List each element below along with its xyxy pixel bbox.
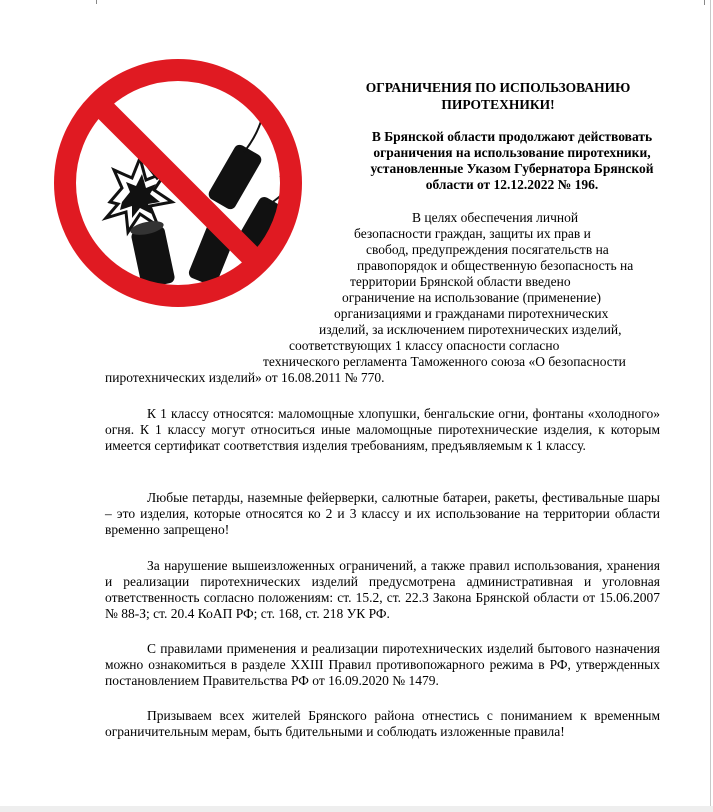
intro-statement: В Брянской области продолжают действовать ограничения на использование пиротехники, установленные Указом Губернатора Брянской области от 12.12.2022 № 196. (370, 129, 654, 192)
paragraph-line: пиротехнических изделий» от 16.08.2011 № 770. (105, 370, 385, 385)
rules-reference-paragraph (105, 641, 660, 689)
paragraph-text: За нарушение вышеизложенных ограничений, а также правил использования, хранения и реализации пиротехнических изделий предусмотрена административная и уголовная ответственность согласно положениям: ст. 15.2, ст. 22.3 Закона Брянской области от 15.06.2007 № 88-З; ст. 20.4 КоАП РФ; ст. 168, ст. 218 УК РФ. (105, 558, 660, 621)
paragraph-line: организациями и гражданами пиротехнических (334, 306, 609, 321)
prohibited-items-paragraph (105, 490, 660, 538)
paragraph-text: Призываем всех жителей Брянского района отнестись с пониманием к временным ограничительным мерам, быть бдительными и соблюдать изложенные правила! (105, 708, 660, 739)
paragraph-line: технического регламента Таможенного союза «О безопасности (263, 354, 626, 369)
paragraph-text: Любые петарды, наземные фейерверки, салютные батареи, ракеты, фестивальные шары – это изделия, которые относятся ко 2 и 3 классу и их использование на территории области временно запрещено! (105, 490, 660, 537)
page-title: ОГРАНИЧЕНИЯ ПО ИСПОЛЬЗОВАНИЮ ПИРОТЕХНИКИ! (365, 80, 631, 112)
paragraph-line: безопасности граждан, защиты их прав и (354, 226, 591, 241)
paragraph-line: изделий, за исключением пиротехнических изделий, (319, 322, 622, 337)
paragraph-text: К 1 классу относятся: маломощные хлопушки, бенгальские огни, фонтаны «холодного» огня. К 1 классу могут относиться иные маломощные пиротехнические изделия, к которым имеется сертификат соответствия изделия требованиям, предъявляемым к 1 классу. (105, 406, 660, 453)
ruler-marker (96, 0, 97, 4)
appeal-paragraph (105, 708, 660, 740)
horizontal-scrollbar-area[interactable] (0, 806, 713, 812)
no-fireworks-sign-icon (48, 52, 308, 314)
paragraph-line: В целях обеспечения личной (412, 210, 579, 225)
paragraph-line: правопорядок и общественную безопасность на (357, 258, 634, 273)
paragraph-line: ограничение на использование (применение) (342, 290, 601, 305)
class-one-paragraph (105, 406, 660, 454)
paragraph-line: свобод, предупреждения посягательств на (366, 242, 609, 257)
paragraph-text: С правилами применения и реализации пиротехнических изделий бытового назначения можно ознакомиться в разделе XXIII Правил противопожарного режима в РФ, утвержденных постановлением Правительства РФ от 16.09.2020 № 1479. (105, 641, 660, 688)
liability-paragraph (105, 558, 660, 622)
ruler-marker (704, 0, 705, 5)
paragraph-line: соответствующих 1 классу опасности согласно (289, 338, 560, 353)
paragraph-line: территории Брянской области введено (350, 274, 571, 289)
